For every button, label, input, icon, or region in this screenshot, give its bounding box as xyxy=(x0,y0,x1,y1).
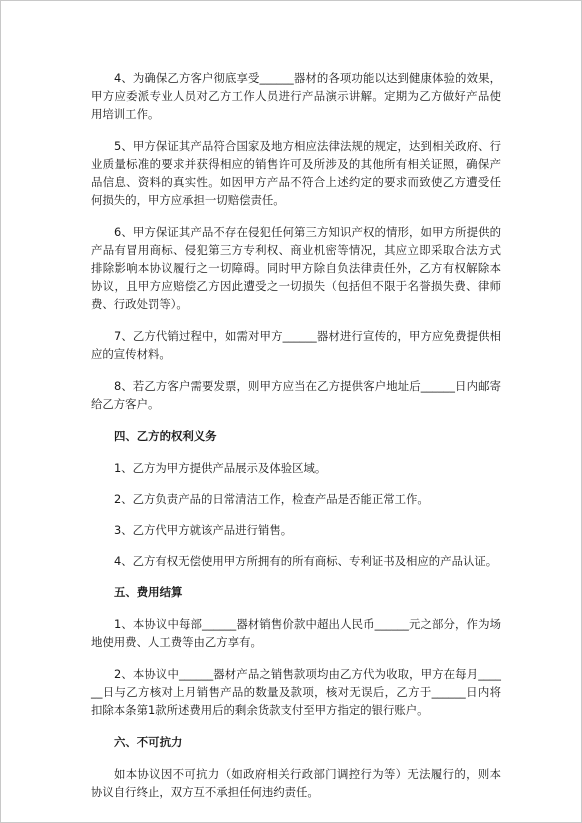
clause-paragraph-4: 4、为确保乙方客户彻底享受______器材的各项功能以达到健康体验的效果，甲方应委派专业人员对乙方工作人员进行产品演示讲解。定期为乙方做好产品使用培训工作。 xyxy=(91,71,501,121)
section-heading-fee-settlement: 五、费用结算 xyxy=(114,585,183,599)
document-body xyxy=(91,69,501,815)
clause-paragraph-8: 8、若乙方客户需要发票，则甲方应当在乙方提供客户地址后______日内邮寄给乙方客户。 xyxy=(91,379,501,411)
section4-item-3: 3、乙方代甲方就该产品进行销售。 xyxy=(114,523,293,537)
clause-paragraph-7: 7、乙方代销过程中，如需对甲方______器材进行宣传的，甲方应免费提供相应的宣传材料。 xyxy=(91,329,501,361)
section5-item-2: 2、本协议中______器材产品之销售款项均由乙方代为收取，甲方在每月______日与乙方核对上月销售产品的数量及款项，核对无误后，乙方于______日内将扣除本条第1款所述费用后的剩余货款支付至甲方指定的银行账户。 xyxy=(91,667,501,717)
clause-paragraph-6: 6、甲方保证其产品不存在侵犯任何第三方知识产权的情形，如甲方所提供的产品有冒用商标、侵犯第三方专利权、商业机密等情况，其应立即采取合法方式排除影响本协议履行之一切障碍。同时甲方除自负法律责任外，乙方有权解除本协议，且甲方应赔偿乙方因此遭受之一切损失（包括但不限于名誉损失费、律师费、行政处罚等）。 xyxy=(91,225,501,311)
section4-item-2: 2、乙方负责产品的日常清洁工作，检查产品是否能正常工作。 xyxy=(114,492,429,506)
section-heading-party-b-rights: 四、乙方的权利义务 xyxy=(114,429,217,443)
section6-item-1: 如本协议因不可抗力（如政府相关行政部门调控行为等）无法履行的，则本协议自行终止，双方互不承担任何违约责任。 xyxy=(91,767,501,799)
section-heading-force-majeure: 六、不可抗力 xyxy=(114,735,183,749)
section5-item-1: 1、本协议中每部______器材销售价款中超出人民币______元之部分，作为场地使用费、人工费等由乙方享有。 xyxy=(91,617,501,649)
section4-item-4: 4、乙方有权无偿使用甲方所拥有的所有商标、专利证书及相应的产品认证。 xyxy=(114,554,498,568)
clause-paragraph-5: 5、甲方保证其产品符合国家及地方相应法律法规的规定，达到相关政府、行业质量标准的要求并获得相应的销售许可及所涉及的其他所有相关证照，确保产品信息、资料的真实性。如因甲方产品不符合上述约定的要求而致使乙方遭受任何损失的，甲方应承担一切赔偿责任。 xyxy=(91,139,501,207)
section4-item-1: 1、乙方为甲方提供产品展示及体验区域。 xyxy=(114,461,327,475)
